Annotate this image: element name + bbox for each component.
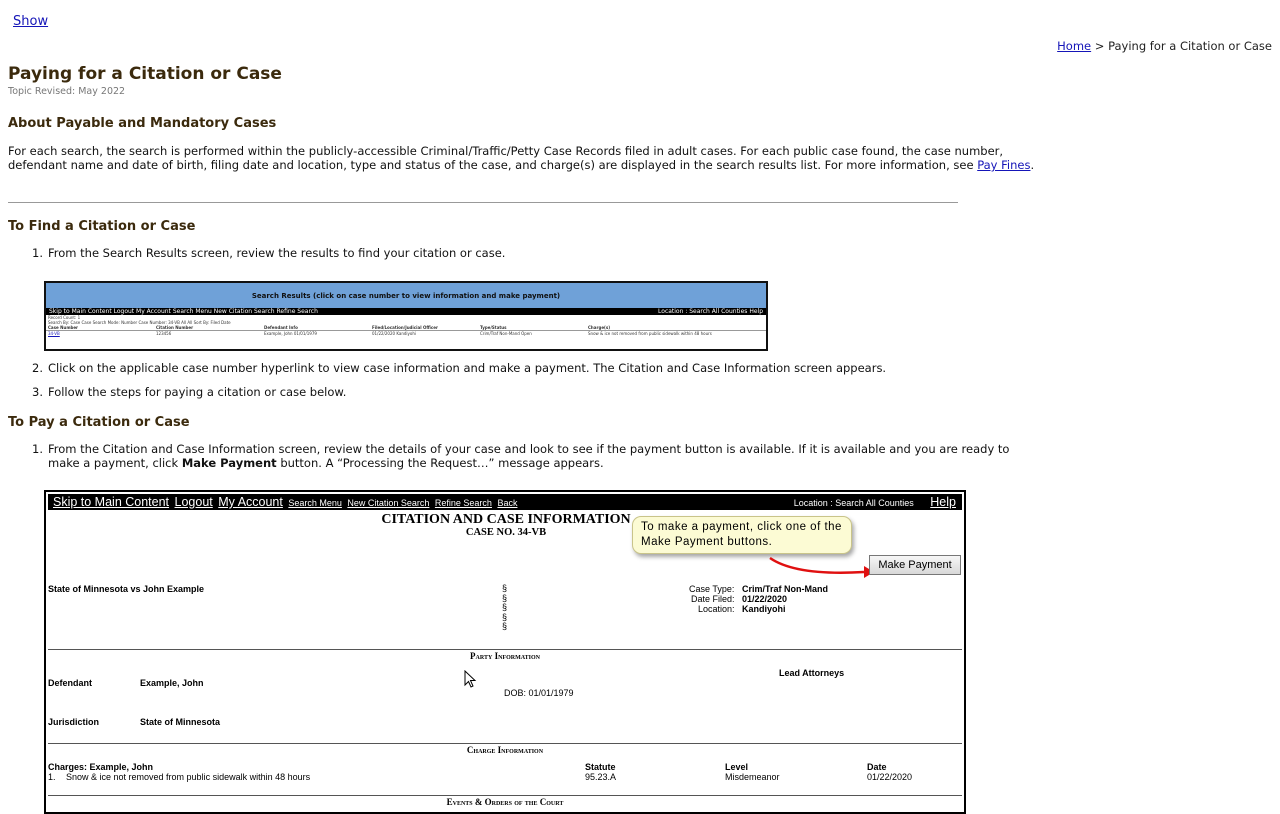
search-criteria: Search By: Case Case Search Mode: Number Case Number: 34-VB All All Sort By: Filed Date: [48, 320, 231, 325]
col-charges: Charge(s): [588, 325, 611, 330]
lead-attorneys-label: Lead Attorneys: [779, 668, 845, 678]
defendant-name: Example, John: [140, 678, 204, 688]
topic-revised: Topic Revised: May 2022: [8, 86, 126, 97]
search-results-screenshot: [44, 281, 768, 351]
jurisdiction-value: State of Minnesota: [140, 717, 221, 727]
my-account-link[interactable]: My Account: [218, 495, 283, 509]
find-heading: To Find a Citation or Case: [8, 219, 196, 234]
case-style: State of Minnesota vs John Example: [48, 584, 205, 594]
pay-heading: To Pay a Citation or Case: [8, 415, 190, 430]
cell-filed: 01/22/2020 Kandiyohi: [372, 331, 416, 336]
pay-step-1: [32, 442, 1018, 470]
col-case-number: Case Number: [48, 325, 79, 330]
record-count: Record Count: 1: [48, 315, 81, 320]
about-paragraph: [8, 144, 1038, 172]
location-field-label: Location:: [698, 604, 735, 614]
charge-information-header: Charge Information: [48, 743, 962, 755]
step-text: From the Search Results screen, review the results to find your citation or case.: [48, 246, 506, 260]
cell-citation: 123456: [156, 331, 172, 336]
mouse-cursor-icon: [464, 670, 478, 690]
help-link[interactable]: Help: [930, 495, 956, 509]
step-text-a: From the Citation and Case Information screen, review the details of your case and look to see if the payment button is available. If it is available and you are ready to make a payment, click: [48, 442, 1010, 470]
location-value: Kandiyohi: [742, 604, 786, 614]
new-citation-search-link[interactable]: New Citation Search: [347, 498, 430, 508]
skip-to-main-link[interactable]: Skip to Main Content: [53, 495, 170, 509]
find-step-3: [32, 385, 347, 400]
search-results-nav: [46, 308, 766, 315]
breadcrumb-separator: >: [1094, 39, 1105, 53]
cell-charge: Snow & ice not removed from public sidewalk within 48 hours: [588, 331, 712, 336]
search-menu-link[interactable]: Search Menu: [288, 498, 342, 508]
col-type-status: Type/Status: [480, 325, 507, 330]
search-results-nav-left: Skip to Main Content Logout My Account Search Menu New Citation Search Refine Search: [49, 308, 318, 315]
case-type-label: Case Type:: [689, 584, 735, 594]
cell-defendant: Example, John 01/01/1979: [264, 331, 317, 336]
charge-number: 1.: [48, 772, 56, 782]
cell-type: Crim/Traf Non-Mand Open: [480, 331, 532, 336]
make-payment-callout: To make a payment, click one of the Make Payment buttons.: [632, 516, 852, 554]
case-type-value: Crim/Traf Non-Mand: [742, 584, 829, 594]
defendant-label: Defendant: [48, 678, 93, 688]
case-nav-right: [794, 495, 956, 509]
step-text: Follow the steps for paying a citation or case below.: [48, 385, 347, 399]
charges-label: Charges: Example, John: [48, 762, 154, 772]
results-row: [46, 331, 766, 336]
breadcrumb-current: Paying for a Citation or Case: [1108, 39, 1272, 53]
logout-link[interactable]: Logout: [174, 495, 213, 509]
date-filed-value: 01/22/2020: [742, 594, 788, 604]
make-payment-term: Make Payment: [181, 455, 277, 470]
case-number-link[interactable]: 34-VB: [48, 331, 60, 336]
step-text: Click on the applicable case number hyperlink to view case information and make a payment. The Citation and Case Information screen appears.: [48, 361, 887, 375]
events-orders-header: Events & Orders of the Court: [48, 795, 962, 807]
charge-statute: 95.23.A: [585, 772, 617, 782]
page-title: Paying for a Citation or Case: [8, 64, 282, 84]
search-results-nav-right: Location : Search All Counties Help: [658, 308, 763, 315]
col-filed-location: Filed/Location/Judicial Officer: [372, 325, 438, 330]
back-link[interactable]: Back: [497, 498, 518, 508]
section-symbols: § § § § §: [502, 583, 508, 631]
about-text: For each search, the search is performed within the publicly-accessible Criminal/Traffic/Petty Case Records filed in adult cases. For each public case found, the case number, defendant name and date of birth, filing date and location, type and status of the case, and charge(s) are displayed in the search results list. For more information, see: [8, 144, 1004, 172]
callout-arrow-icon: [766, 552, 876, 582]
location-label: Location : Search All Counties: [793, 498, 914, 508]
step-number: 3.: [32, 385, 43, 399]
date-filed-label: Date Filed:: [691, 594, 735, 604]
breadcrumb-home-link[interactable]: Home: [1057, 39, 1092, 53]
breadcrumb: [1057, 39, 1272, 53]
case-nav-links: [53, 495, 519, 509]
about-heading: About Payable and Mandatory Cases: [8, 116, 277, 131]
find-step-2: [32, 361, 887, 376]
case-info-title: CITATION AND CASE INFORMATION: [381, 512, 631, 527]
section-divider: [8, 202, 958, 203]
refine-search-link[interactable]: Refine Search: [434, 498, 492, 508]
charge-level: Misdemeanor: [725, 772, 780, 782]
statute-label: Statute: [585, 762, 616, 772]
jurisdiction-label: Jurisdiction: [48, 717, 100, 727]
about-end: .: [1030, 158, 1035, 172]
date-label: Date: [867, 762, 887, 772]
case-number: CASE NO. 34-VB: [465, 527, 547, 538]
col-citation-number: Citation Number: [156, 325, 194, 330]
charge-description: Snow & ice not removed from public sidewalk within 48 hours: [66, 772, 311, 782]
case-information-screenshot: [44, 490, 966, 814]
make-payment-button[interactable]: Make Payment: [869, 555, 961, 575]
case-nav-bar: [48, 494, 962, 510]
show-link[interactable]: Show: [13, 14, 49, 29]
search-results-banner: Search Results (click on case number to view information and make payment): [46, 283, 766, 308]
level-label: Level: [725, 762, 749, 772]
col-defendant-info: Defendant Info: [264, 325, 298, 330]
charge-date: 01/22/2020: [867, 772, 913, 782]
party-information-header: Party Information: [48, 649, 962, 661]
find-step-1: [32, 246, 506, 261]
step-number: 1.: [32, 442, 43, 456]
step-number: 1.: [32, 246, 43, 260]
step-number: 2.: [32, 361, 43, 375]
defendant-dob: DOB: 01/01/1979: [504, 688, 574, 698]
step-text-b: button. A “Processing the Request…” message appears.: [276, 455, 604, 470]
pay-fines-link[interactable]: Pay Fines: [977, 158, 1031, 172]
